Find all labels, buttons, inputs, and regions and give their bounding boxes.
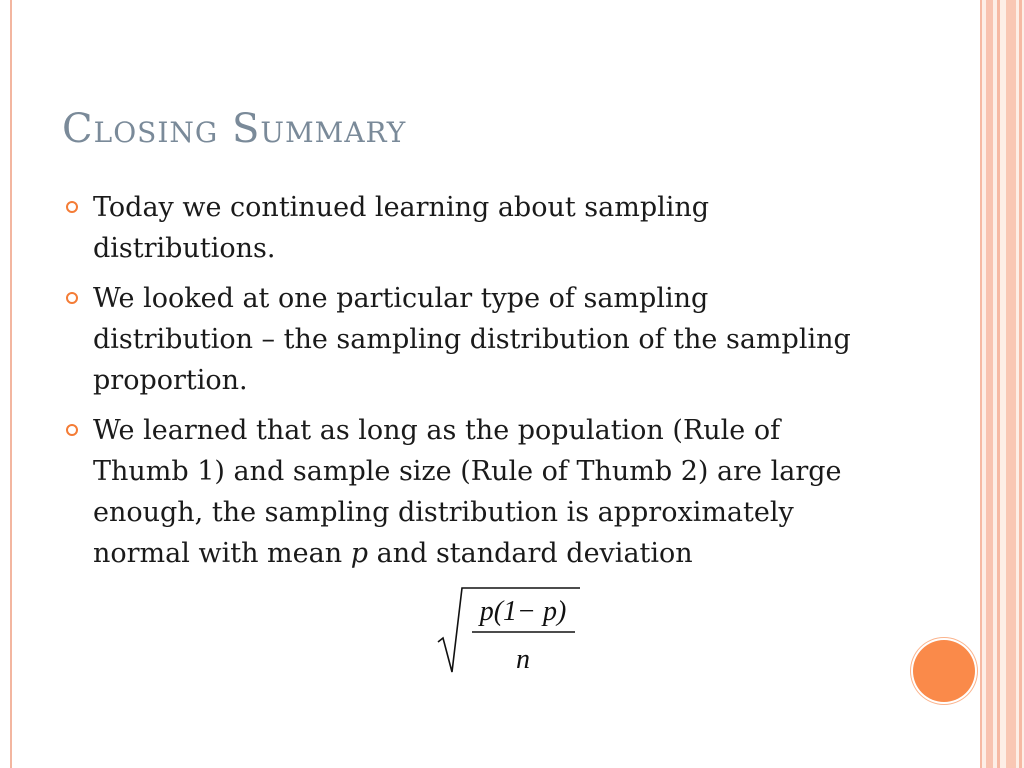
bullet-item [66, 187, 876, 269]
mean-variable: p [350, 538, 368, 569]
bullet-item [66, 278, 876, 401]
decorative-stripe [1006, 0, 1016, 768]
standard-deviation-formula [432, 586, 582, 682]
decorative-stripe [1019, 0, 1022, 768]
decorative-stripe [980, 0, 982, 768]
bullet-text-tail: and standard deviation [376, 538, 693, 569]
formula-numerator: p(1− p) [479, 596, 567, 627]
bullet-item [66, 410, 876, 574]
bullet-text: Today we continued learning about sampling distributions. [93, 192, 710, 264]
bullet-list [66, 187, 876, 583]
left-border-rule [10, 0, 12, 768]
decorative-stripe [997, 0, 1000, 768]
slide-title: Closing Summary [62, 106, 407, 152]
formula-denominator: n [516, 644, 530, 675]
bullet-circle-icon [66, 424, 78, 436]
bullet-text: We learned that as long as the population (Rule of Thumb 1) and sample size (Rule of Thumb 2) are large enough, the sampling distribution is approximately normal with mean [93, 415, 842, 569]
bullet-text: We looked at one particular type of sampling distribution – the sampling distribution of the sampling proportion. [93, 283, 851, 396]
decorative-orb [913, 640, 975, 702]
bullet-circle-icon [66, 292, 78, 304]
decorative-stripe [986, 0, 993, 768]
bullet-circle-icon [66, 201, 78, 213]
